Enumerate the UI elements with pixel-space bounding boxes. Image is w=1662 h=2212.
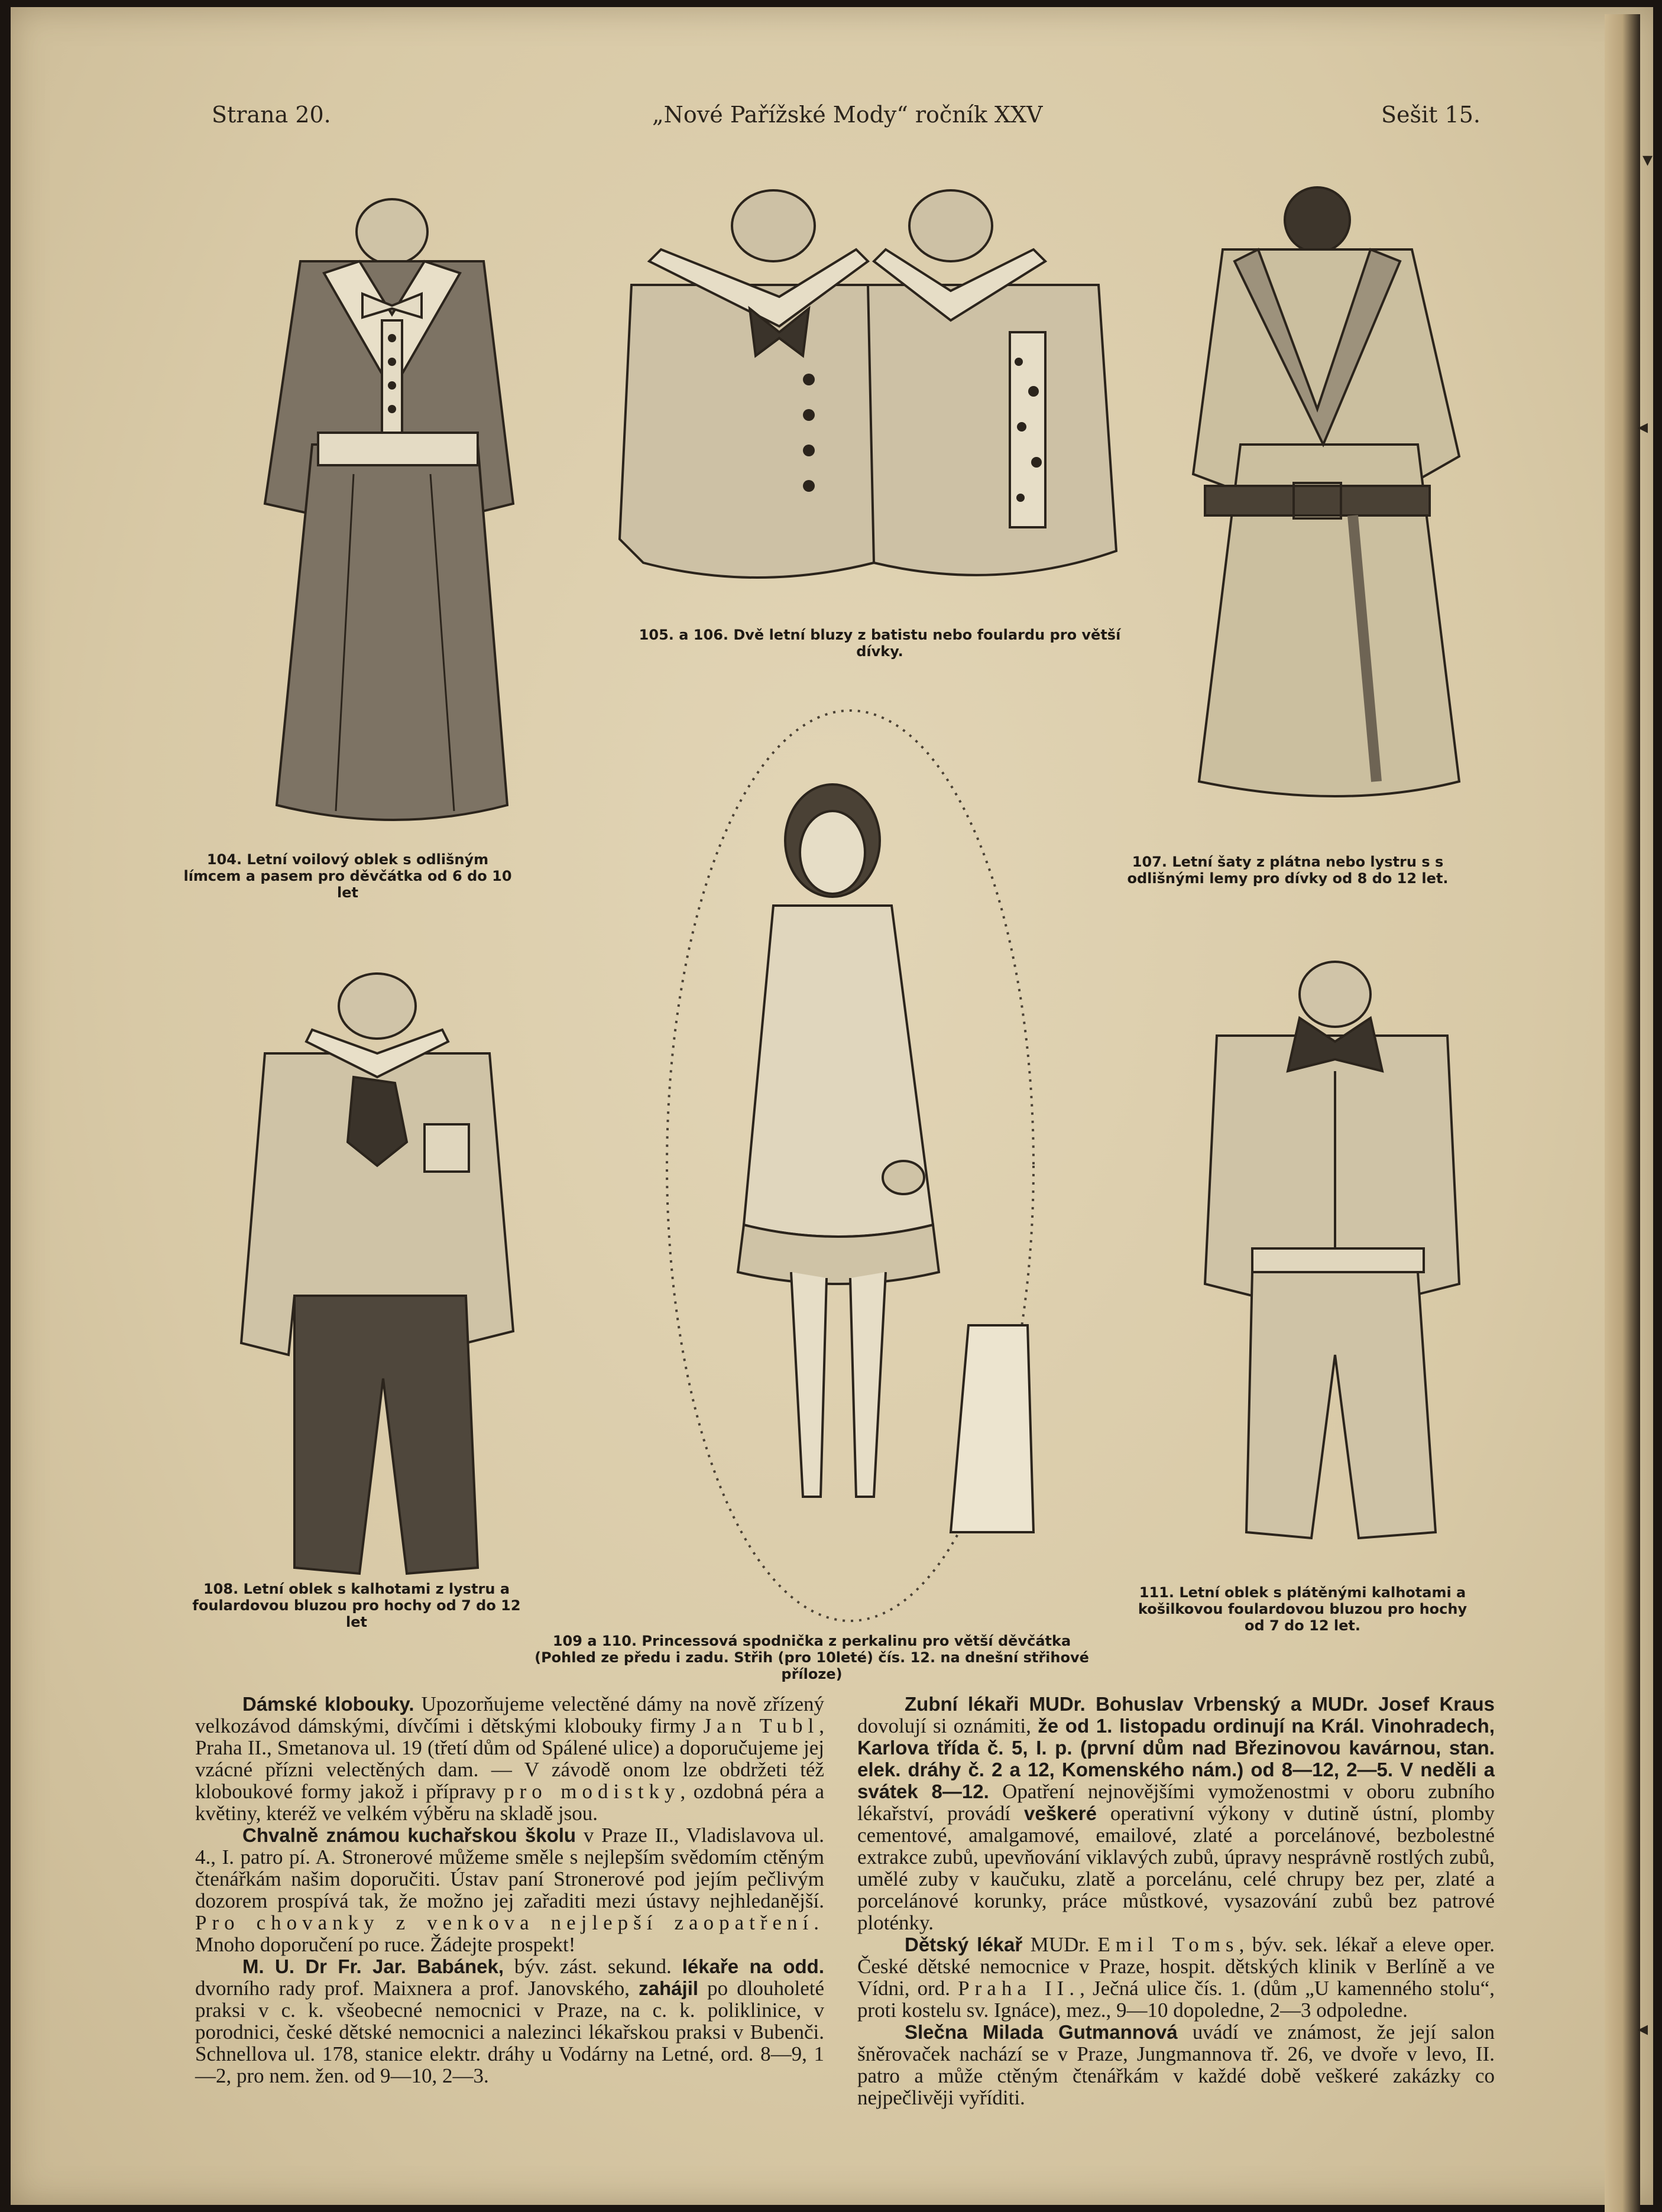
caption-109-110: 109 a 110. Princessová spodnička z perkalinu pro větší děvčátka (Pohled ze předu i zadu. Střih (pro 10leté) čís. 12. na dnešní střihové příloze): [534, 1633, 1089, 1682]
notice-pediatrician: Dětský lékař MUDr. Emil Toms, býv. sek. lékař a eleve oper. České dětské nemocnice v Praze, hospit. dětských klinik v Berlíně a ve Vídni, ord. Praha II., Ječná ulice čís. 1. (dům „U kamenného stolu“, proti kostelu sv. Ignáce), mez., 9—10 dopoledne, 2—3 odpoledne.: [857, 1933, 1495, 2022]
page-binding-edge: [1605, 14, 1640, 2212]
caption-107: 107. Letní šaty z plátna nebo lystru s s odlišnými lemy pro dívky od 8 do 12 let.: [1127, 854, 1449, 887]
page-number: Strana 20.: [212, 102, 331, 128]
caption-105-106: 105. a 106. Dvě letní bluzy z batistu nebo foulardu pro větší dívky.: [639, 627, 1121, 660]
caption-108: 108. Letní oblek s kalhotami z lystru a foulardovou bluzou pro hochy od 7 do 12 let: [192, 1581, 521, 1630]
page-header: [11, 102, 1653, 137]
figure-109-110-illustration: [655, 705, 1045, 1627]
figure-107-illustration: [1164, 184, 1495, 835]
left-column-text: [195, 1693, 824, 2087]
right-column-text: [857, 1693, 1495, 2109]
notice-corsetry-salon: Slečna Milada Gutmannová uvádí ve známost, že její salon šněrovaček nachází se v Praze, Jungmannova tř. 26, ve dvoře v levo, II. patro a může ctěným čtenářkám v každé době veškeré zakázky co nejpečlivěji vyříditi.: [857, 2020, 1495, 2109]
notice-dentists: Zubní lékaři MUDr. Bohuslav Vrbenský a MUDr. Josef Kraus dovolují si oznámiti, že od 1. listopadu ordinují na Král. Vinohradech, Karlova třída č. 5, I. p. (první dům nad Březinovou kavárnou, stan. elek. dráhy č. 2 a 12, Komenského nám.) od 8—12, 2—5. V neděli a svátek 8—12. Opatření nejnovějšími vymoženostmi v oboru zubního lékařství, provádí veškeré operativní výkony v dutině ústní, plomby cementové, amalgamové, emailové, zlaté a porcelánové, bezbolestné extrakce zubů, upevňování viklavých zubů, úpravy nesprávně rostlých zubů, umělé zuby v kaučuku, zlatě a porcelánu, celé chrupy bez per, zlaté a porcelánové korunky, práce můstkové, vysazování zubů bez patrové ploténky.: [857, 1693, 1495, 1934]
margin-mark: ▾: [1642, 148, 1653, 171]
margin-mark: ◂: [1638, 2017, 1648, 2041]
figure-105-106-illustration: [596, 184, 1128, 610]
magazine-page: [11, 7, 1653, 2205]
figure-108-illustration: [229, 965, 537, 1585]
caption-104: 104. Letní voilový oblek s odlišným límcem a pasem pro děvčátka od 6 do 10 let: [183, 851, 512, 901]
magazine-title: „Nové Pařížské Mody“ ročník XXV: [652, 102, 1043, 128]
issue-number: Sešit 15.: [1381, 102, 1480, 128]
caption-111: 111. Letní oblek s plátěnými kalhotami a košilkovou foulardovou bluzou pro hochy od 7 do 12 let.: [1138, 1584, 1467, 1634]
notice-cooking-school: Chvalně známou kuchařskou školu v Praze II., Vladislavova ul. 4., I. patro pí. A. Stronerové můžeme směle s nejlepším svědomím ctěným čtenářkám našim doporučiti. Ústav paní Stronerové pod jejím pečlivým dozorem prospívá tak, že možno jej zařaditi mezi ústavy nejhledanější. Pro chovanky z venkova nejlepší zaopatření. Mnoho doporučení po ruce. Žádejte prospekt!: [195, 1824, 824, 1956]
notice-doctor-babanek: M. U. Dr Fr. Jar. Babánek, býv. zást. sekund. lékaře na odd. dvorního rady prof. Maixnera a prof. Janovského, zahájil po dlouholeté praksi v c. k. všeobecné nemocnici v Praze, na c. k. poliklinice, v porodnici, české dětské nemocnici a nalezinci lékařskou praksi v Bubenči. Schnellova ul. 178, stanice elektr. dráhy u Vodárny na Letné, ord. 8—9, 1—2, pro nem. žen. od 9—10, 2—3.: [195, 1955, 824, 2087]
figure-111-illustration: [1187, 953, 1471, 1544]
notice-hats: Dámské klobouky. Upozorňujeme velectěné dámy na nově zřízený velkozávod dámskými, dívčími i dětskými klobouky firmy Jan Tubl, Praha II., Smetanova ul. 19 (třetí dům od Spálené ulice) a doporučujeme jej vzácné přízni velectěných dam. — V závodě onom lze obdržeti též kloboukové formy jakož i přípravy pro modistky, ozdobná péra a květiny, kteréž ve velkém výběru na skladě jsou.: [195, 1692, 825, 1825]
margin-mark: ◂: [1638, 415, 1648, 439]
figure-104-illustration: [229, 196, 561, 846]
